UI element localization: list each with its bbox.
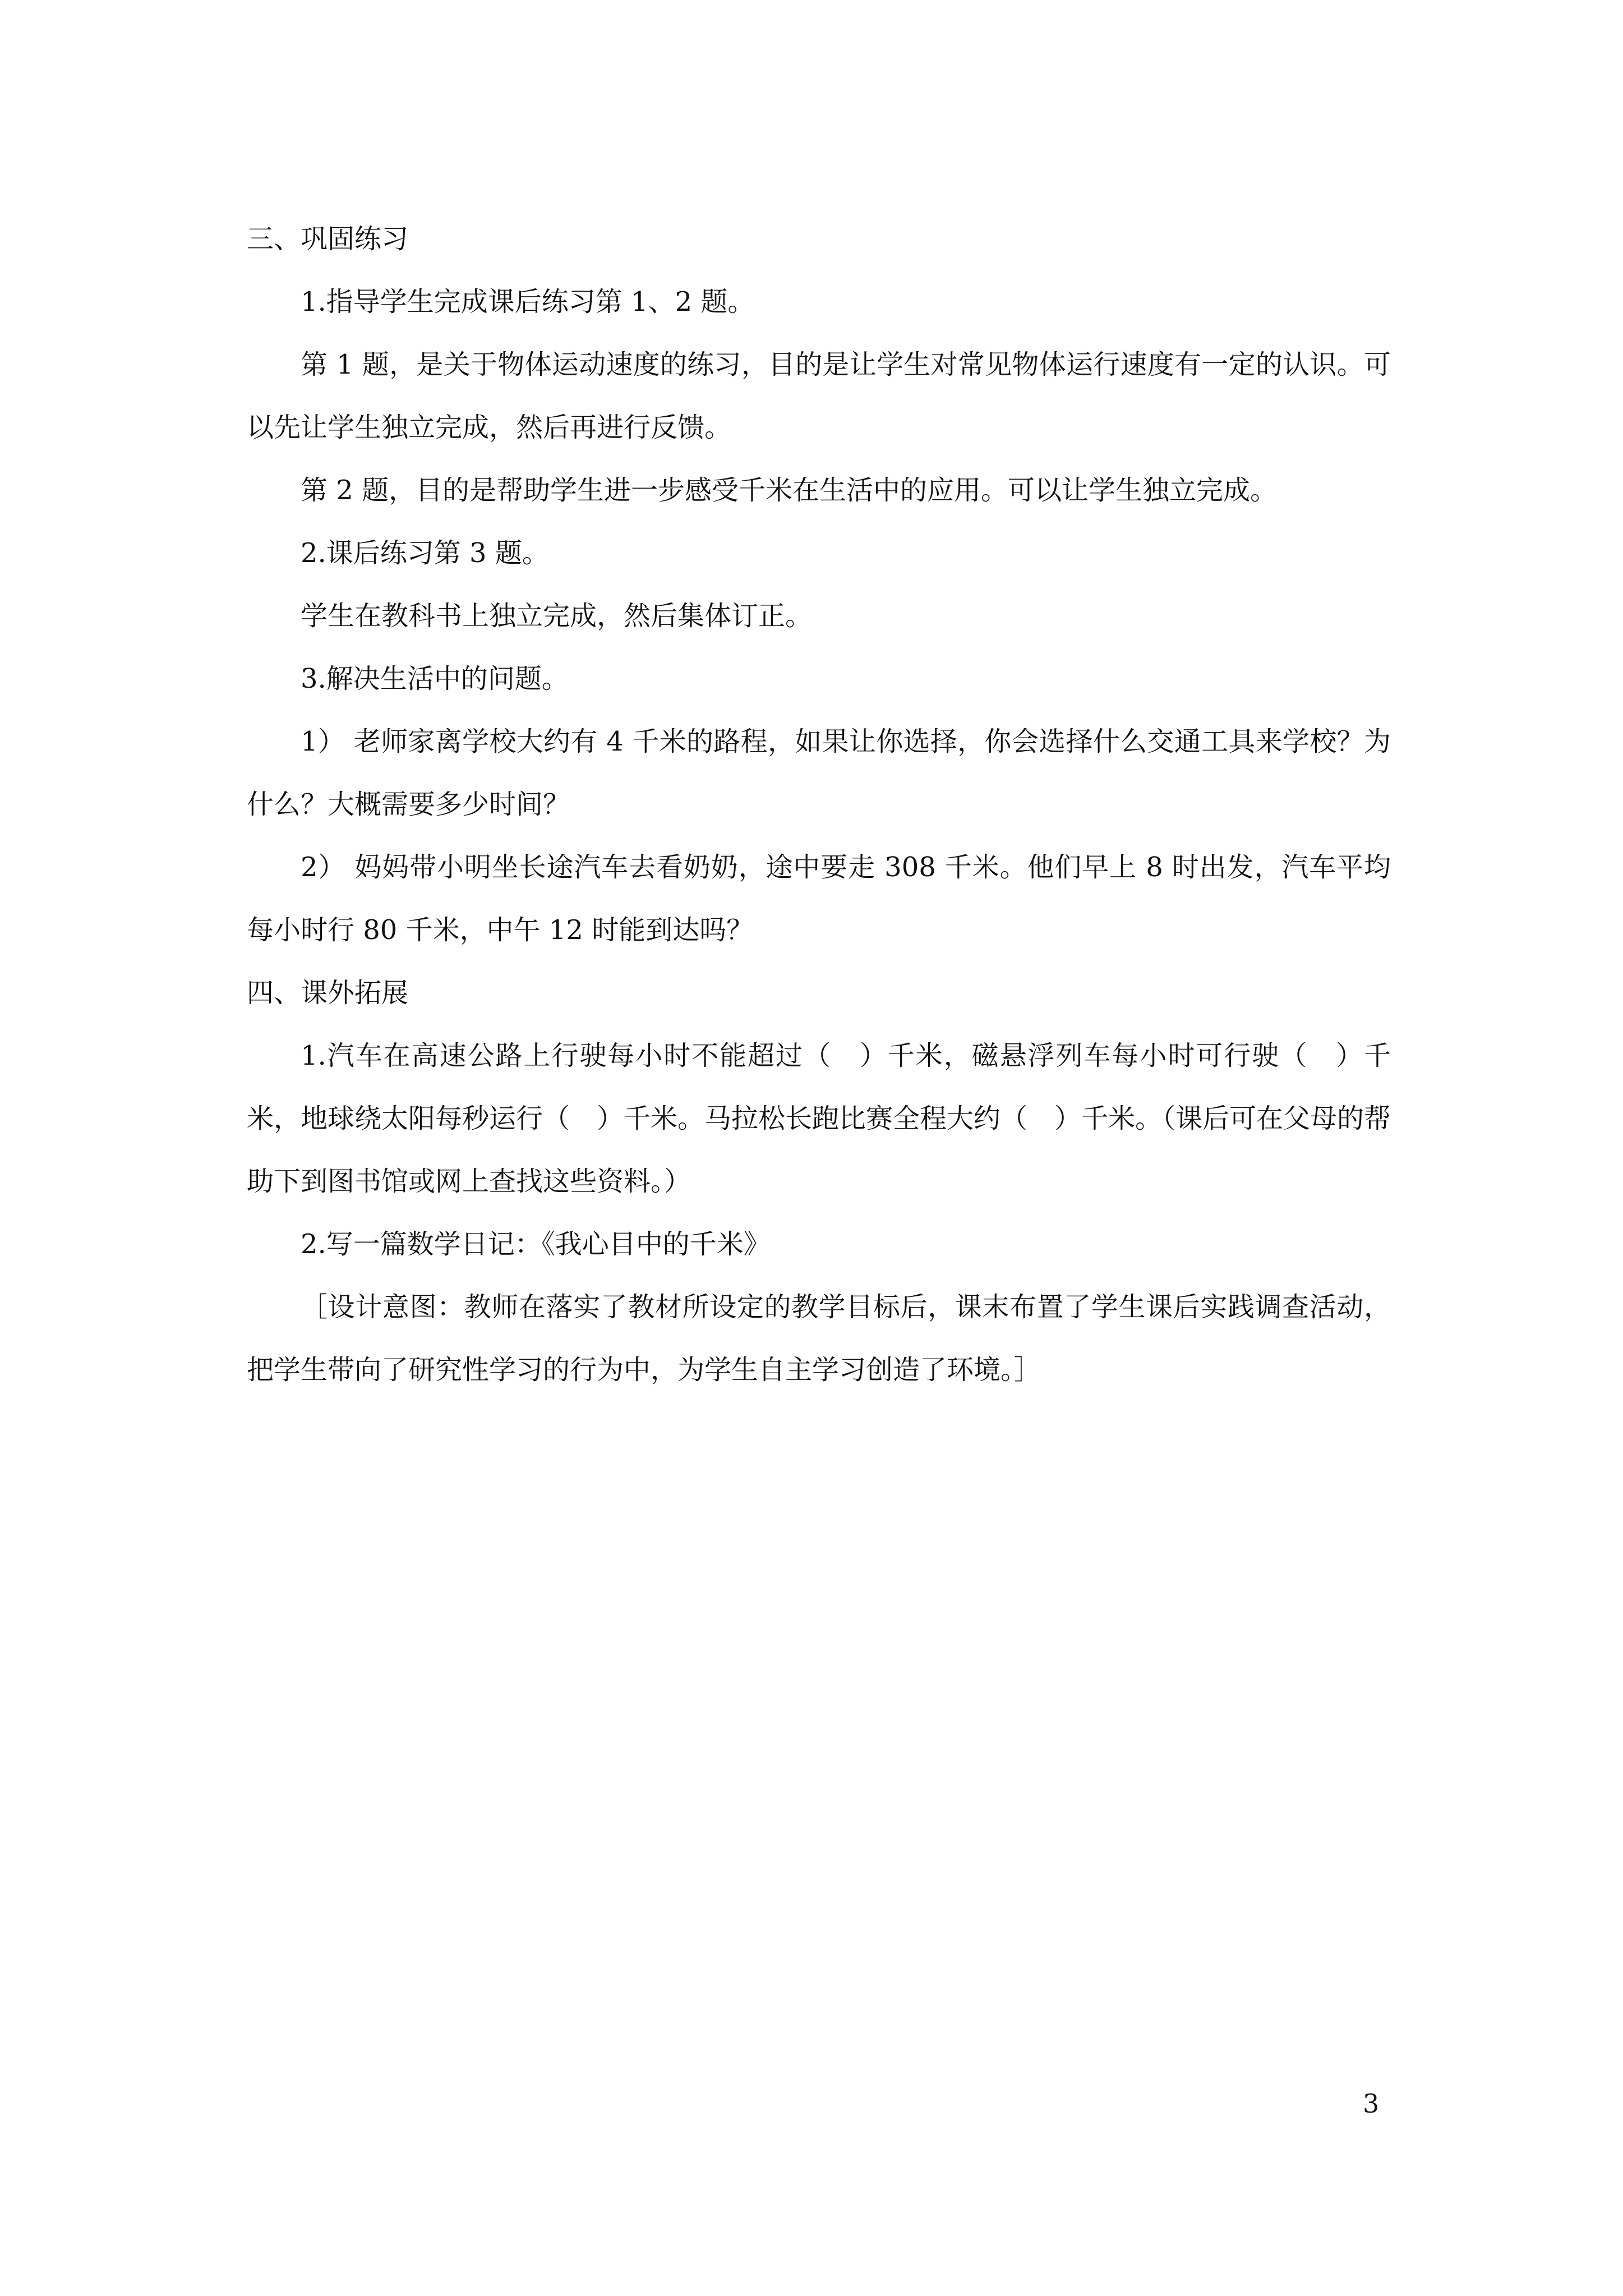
paragraph-real-life-problems: 3.解决生活中的问题。 (301, 663, 569, 694)
paragraph-problem-2: 2） 妈妈带小明坐长途汽车去看奶奶，途中要走 308 千米。他们早上 8 时出发，汽车平均每小时行 80 千米，中午 12 时能到达吗？ (247, 852, 1391, 946)
paragraph-exercise-3: 2.课后练习第 3 题。 (301, 537, 549, 569)
paragraph-exercise-1-2: 1.指导学生完成课后练习第 1、2 题。 (301, 286, 755, 318)
paragraph-exercise-3-instructions: 学生在教科书上独立完成，然后集体订正。 (301, 600, 813, 632)
section-heading-consolidation: 三、巩固练习 (247, 223, 409, 255)
paragraph-math-diary: 2.写一篇数学日记：《我心目中的千米》 (301, 1228, 771, 1260)
page-number: 3 (1363, 2088, 1380, 2119)
paragraph-question-2: 第 2 题，目的是帮助学生进一步感受千米在生活中的应用。可以让学生独立完成。 (301, 475, 1278, 506)
design-intent-note: ［设计意图：教师在落实了教材所设定的教学目标后，课末布置了学生课后实践调查活动，把学生带向了研究性学习的行为中，为学生自主学习创造了环境。］ (247, 1291, 1391, 1386)
paragraph-question-1: 第 1 题，是关于物体运动速度的练习，目的是让学生对常见物体运行速度有一定的认识。可以先让学生独立完成，然后再进行反馈。 (247, 349, 1391, 443)
paragraph-fill-in-blanks: 1.汽车在高速公路上行驶每小时不能超过（ ）千米，磁悬浮列车每小时可行驶（ ）千米，地球绕太阳每秒运行（ ）千米。马拉松长跑比赛全程大约（ ）千米。（课后可在父母的帮助下到图书馆或网上查找这些资料。） (247, 1040, 1391, 1197)
section-heading-extension: 四、课外拓展 (247, 977, 409, 1009)
paragraph-problem-1: 1） 老师家离学校大约有 4 千米的路程，如果让你选择，你会选择什么交通工具来学校？为什么？大概需要多少时间？ (247, 726, 1391, 820)
document-body (247, 208, 1391, 1401)
